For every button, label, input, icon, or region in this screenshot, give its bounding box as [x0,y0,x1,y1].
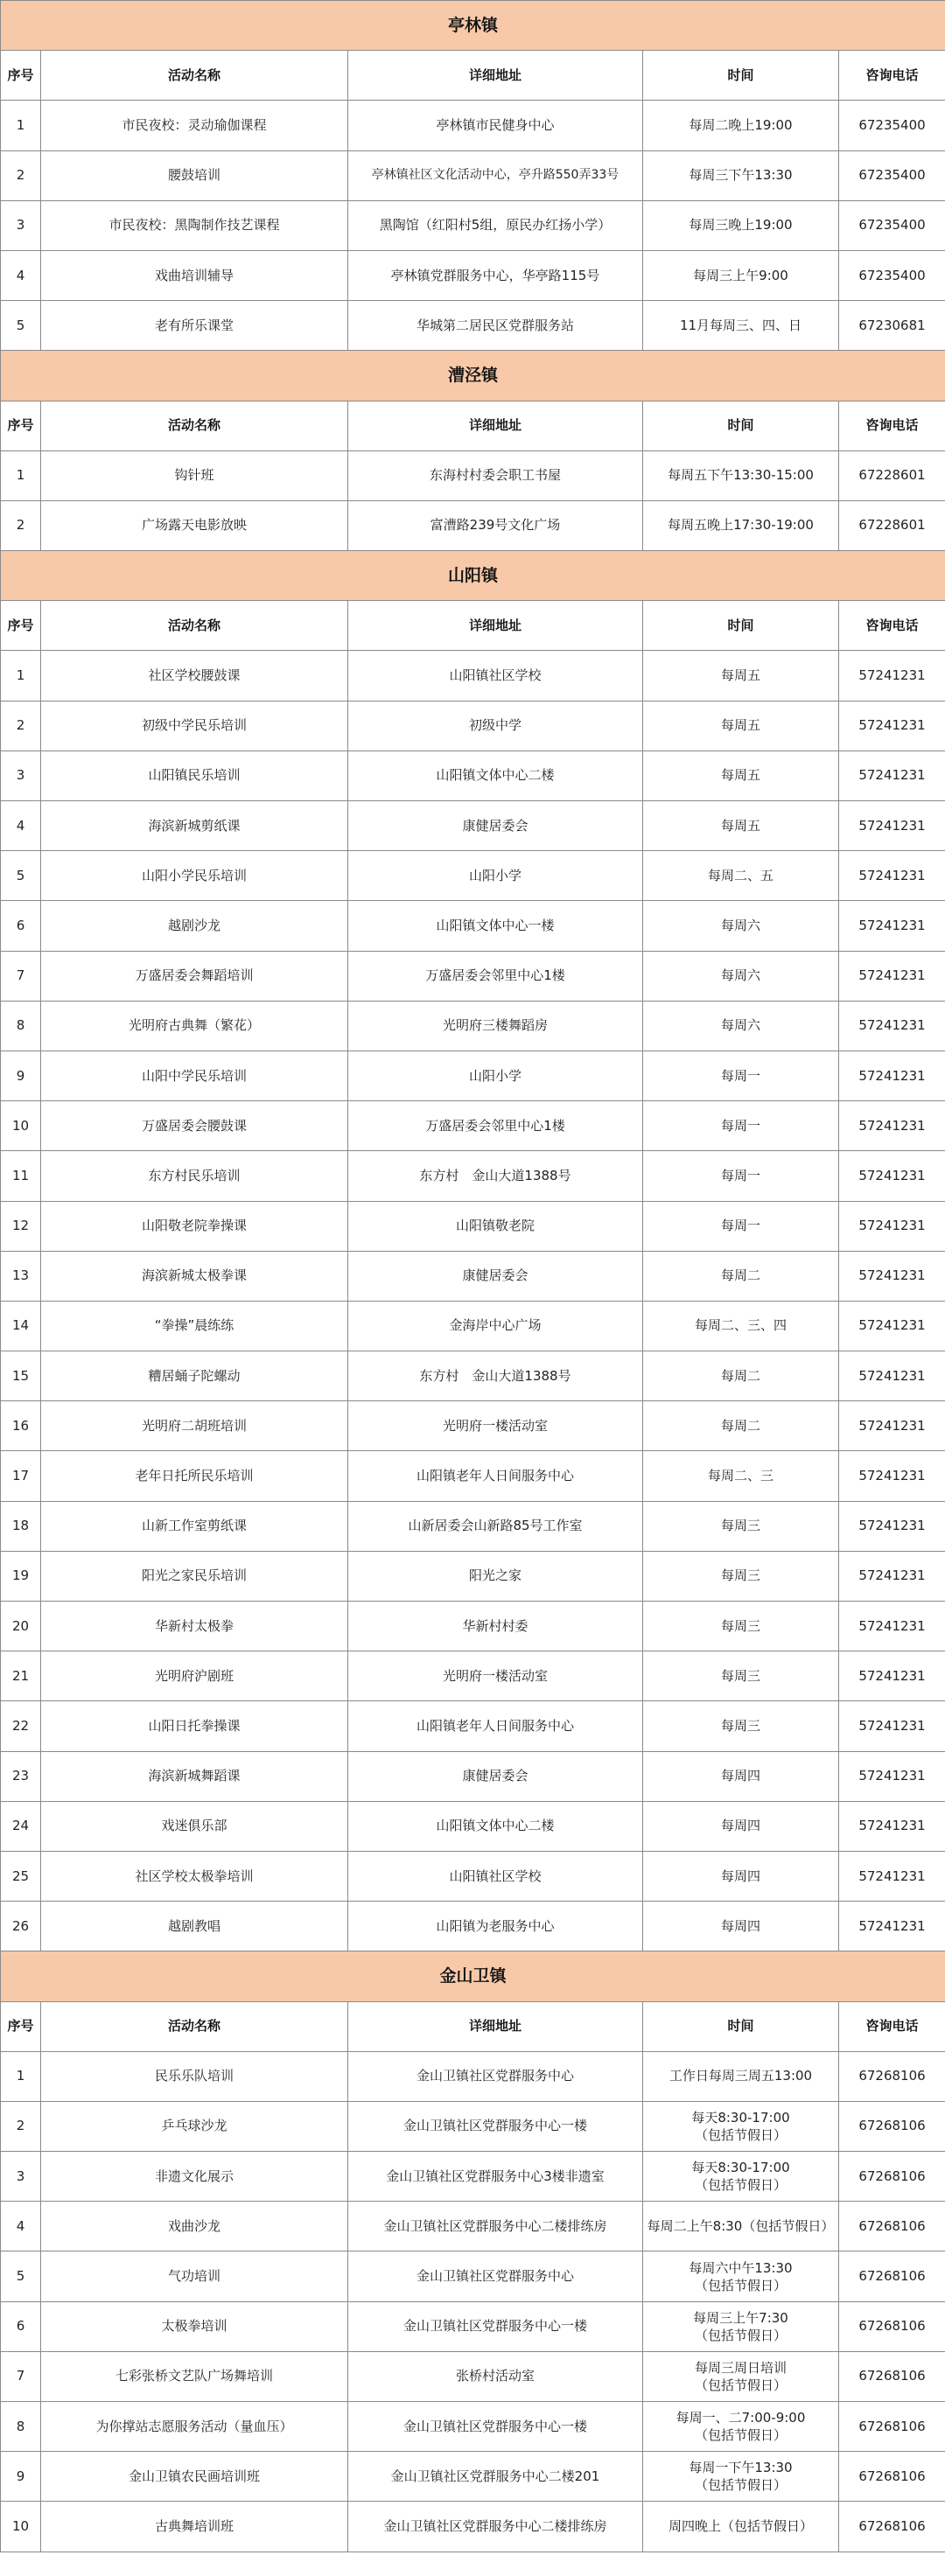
table-row [1,1251,945,1301]
table-row [1,1501,945,1551]
cell-row-number: 5 [1,301,41,351]
cell-activity-name: 光明府沪剧班 [41,1651,348,1701]
cell-time: 每周二、三 [643,1451,839,1501]
cell-activity-name: 戏曲培训辅导 [41,250,348,300]
column-header-activity-name: 活动名称 [41,601,348,651]
cell-time: 每周二、三、四 [643,1301,839,1351]
section-title: 金山卫镇 [1,1951,945,2001]
cell-row-number: 1 [1,450,41,500]
cell-time: 每周三 [643,1551,839,1601]
cell-phone: 57241231 [839,1251,945,1301]
cell-address: 山阳镇社区学校 [348,1851,643,1901]
column-header-address: 详细地址 [348,2001,643,2051]
table-row [1,2502,945,2552]
cell-address: 黑陶馆（红阳村5组，原民办红扬小学） [348,200,643,250]
cell-row-number: 3 [1,200,41,250]
cell-row-number: 18 [1,1501,41,1551]
cell-row-number: 13 [1,1251,41,1301]
cell-activity-name: 古典舞培训班 [41,2502,348,2552]
cell-address: 亭林镇社区文化活动中心，亭升路550弄33号 [348,150,643,200]
cell-phone: 67228601 [839,450,945,500]
cell-activity-name: 社区学校腰鼓课 [41,651,348,701]
cell-time: 每周一下午13:30 （包括节假日） [643,2452,839,2502]
cell-time: 每周五 [643,750,839,800]
table-row [1,1401,945,1451]
cell-phone: 67268106 [839,2452,945,2502]
cell-activity-name: 越剧沙龙 [41,901,348,951]
cell-phone: 57241231 [839,1101,945,1151]
cell-row-number: 7 [1,2351,41,2401]
cell-row-number: 5 [1,851,41,901]
cell-phone: 57241231 [839,651,945,701]
table-row [1,1902,945,1951]
cell-time: 每周六 [643,901,839,951]
table-row [1,1001,945,1051]
column-header-phone: 咨询电话 [839,2001,945,2051]
cell-row-number: 10 [1,1101,41,1151]
cell-time: 每周一 [643,1101,839,1151]
cell-phone: 57241231 [839,1902,945,1951]
cell-time: 每周五晚上17:30-19:00 [643,500,839,550]
cell-phone: 67268106 [839,2301,945,2351]
cell-address: 康健居委会 [348,1251,643,1301]
cell-row-number: 15 [1,1351,41,1401]
cell-activity-name: 戏迷俱乐部 [41,1801,348,1851]
table-row [1,2251,945,2301]
cell-address: 光明府一楼活动室 [348,1651,643,1701]
cell-phone: 57241231 [839,1351,945,1401]
cell-row-number: 7 [1,951,41,1001]
table-row [1,1101,945,1151]
section-title: 漕泾镇 [1,351,945,401]
cell-row-number: 12 [1,1201,41,1251]
cell-activity-name: 华新村太极拳 [41,1602,348,1651]
cell-time: 每周四 [643,1851,839,1901]
cell-activity-name: 非遗文化展示 [41,2152,348,2202]
cell-phone: 67268106 [839,2101,945,2151]
cell-address: 山阳镇敬老院 [348,1201,643,1251]
cell-address: 山阳镇老年人日间服务中心 [348,1701,643,1751]
column-header-row-number: 序号 [1,401,41,450]
column-header-row [1,401,945,450]
cell-activity-name: 万盛居委会舞蹈培训 [41,951,348,1001]
cell-address: 亭林镇党群服务中心，华亭路115号 [348,250,643,300]
cell-address: 东方村 金山大道1388号 [348,1351,643,1401]
table-row [1,500,945,550]
cell-phone: 67235400 [839,200,945,250]
cell-phone: 57241231 [839,1851,945,1901]
cell-activity-name: 山阳镇民乐培训 [41,750,348,800]
table-row [1,1551,945,1601]
cell-time: 11月每周三、四、日 [643,301,839,351]
cell-activity-name: 糟居蛹子陀螺动 [41,1351,348,1401]
cell-row-number: 9 [1,2452,41,2502]
table-row [1,2202,945,2251]
column-header-row-number: 序号 [1,601,41,651]
cell-address: 光明府三楼舞蹈房 [348,1001,643,1051]
cell-address: 康健居委会 [348,1751,643,1801]
cell-row-number: 3 [1,750,41,800]
table-row [1,951,945,1001]
section-header [1,351,945,401]
cell-activity-name: 市民夜校：灵动瑜伽课程 [41,101,348,150]
cell-activity-name: 初级中学民乐培训 [41,701,348,750]
cell-activity-name: 山阳中学民乐培训 [41,1051,348,1100]
table-row [1,2152,945,2202]
column-header-address: 详细地址 [348,601,643,651]
cell-activity-name: 气功培训 [41,2251,348,2301]
section-header [1,551,945,601]
cell-address: 康健居委会 [348,801,643,851]
cell-address: 山阳小学 [348,1051,643,1100]
cell-phone: 57241231 [839,1651,945,1701]
table-row [1,1701,945,1751]
cell-address: 山新居委会山新路85号工作室 [348,1501,643,1551]
cell-activity-name: 钩针班 [41,450,348,500]
column-header-activity-name: 活动名称 [41,51,348,101]
column-header-address: 详细地址 [348,401,643,450]
cell-time: 每周三 [643,1651,839,1701]
cell-activity-name: 七彩张桥文艺队广场舞培训 [41,2351,348,2401]
table-row [1,1301,945,1351]
table-row [1,701,945,750]
cell-phone: 67235400 [839,101,945,150]
cell-address: 金海岸中心广场 [348,1301,643,1351]
table-row [1,2452,945,2502]
cell-activity-name: 市民夜校：黑陶制作技艺课程 [41,200,348,250]
cell-row-number: 4 [1,250,41,300]
cell-phone: 67268106 [839,2051,945,2101]
cell-time: 每周五 [643,801,839,851]
cell-phone: 67228601 [839,500,945,550]
table-row [1,851,945,901]
cell-row-number: 5 [1,2251,41,2301]
cell-phone: 57241231 [839,750,945,800]
cell-row-number: 9 [1,1051,41,1100]
table-row [1,1801,945,1851]
cell-phone: 57241231 [839,951,945,1001]
table-row [1,1151,945,1201]
cell-activity-name: 海滨新城太极拳课 [41,1251,348,1301]
cell-phone: 57241231 [839,1401,945,1451]
table-row [1,200,945,250]
cell-row-number: 4 [1,2202,41,2251]
cell-row-number: 2 [1,701,41,750]
table-row [1,1201,945,1251]
cell-address: 金山卫镇社区党群服务中心 [348,2051,643,2101]
column-header-row [1,51,945,101]
cell-activity-name: 腰鼓培训 [41,150,348,200]
cell-phone: 57241231 [839,1701,945,1751]
cell-activity-name: 海滨新城舞蹈课 [41,1751,348,1801]
cell-phone: 67268106 [839,2402,945,2452]
column-header-time: 时间 [643,51,839,101]
section-title: 山阳镇 [1,551,945,601]
table-row [1,1751,945,1801]
table-row [1,1851,945,1901]
cell-time: 每周一、二7:00-9:00 （包括节假日） [643,2402,839,2452]
cell-activity-name: 社区学校太极拳培训 [41,1851,348,1901]
column-header-phone: 咨询电话 [839,401,945,450]
section-header [1,1951,945,2001]
cell-address: 山阳镇文体中心二楼 [348,1801,643,1851]
cell-phone: 67235400 [839,250,945,300]
cell-address: 阳光之家 [348,1551,643,1601]
cell-time: 每周六中午13:30 （包括节假日） [643,2251,839,2301]
cell-time: 每周五 [643,701,839,750]
cell-row-number: 25 [1,1851,41,1901]
cell-time: 每周三周日培训 （包括节假日） [643,2351,839,2401]
section-header [1,1,945,51]
cell-activity-name: 太极拳培训 [41,2301,348,2351]
cell-time: 每天8:30-17:00 （包括节假日） [643,2152,839,2202]
cell-row-number: 6 [1,2301,41,2351]
cell-time: 每周二上午8:30（包括节假日） [643,2202,839,2251]
cell-phone: 67268106 [839,2202,945,2251]
table-row [1,450,945,500]
cell-row-number: 1 [1,2051,41,2101]
cell-row-number: 1 [1,651,41,701]
cell-address: 华城第二居民区党群服务站 [348,301,643,351]
cell-activity-name: 东方村民乐培训 [41,1151,348,1201]
cell-activity-name: 乒乓球沙龙 [41,2101,348,2151]
cell-activity-name: 山阳日托拳操课 [41,1701,348,1751]
cell-time: 每周二 [643,1351,839,1401]
cell-address: 山阳小学 [348,851,643,901]
cell-activity-name: 老年日托所民乐培训 [41,1451,348,1501]
cell-activity-name: “拳操”晨练练 [41,1301,348,1351]
cell-address: 金山卫镇社区党群服务中心一楼 [348,2402,643,2452]
cell-phone: 57241231 [839,701,945,750]
cell-row-number: 2 [1,150,41,200]
cell-activity-name: 山阳小学民乐培训 [41,851,348,901]
cell-address: 张桥村活动室 [348,2351,643,2401]
cell-time: 每周三上午7:30 （包括节假日） [643,2301,839,2351]
cell-time: 每周四 [643,1751,839,1801]
column-header-row [1,2001,945,2051]
cell-phone: 67268106 [839,2502,945,2552]
cell-time: 每周四 [643,1902,839,1951]
cell-activity-name: 海滨新城剪纸课 [41,801,348,851]
cell-time: 每周一 [643,1151,839,1201]
cell-address: 光明府一楼活动室 [348,1401,643,1451]
table-row [1,1602,945,1651]
schedule-body [1,1,945,2552]
column-header-row-number: 序号 [1,51,41,101]
cell-phone: 67235400 [839,150,945,200]
cell-time: 每周四 [643,1801,839,1851]
cell-activity-name: 阳光之家民乐培训 [41,1551,348,1601]
cell-row-number: 19 [1,1551,41,1601]
cell-time: 每周三下午13:30 [643,150,839,200]
table-row [1,101,945,150]
cell-address: 山阳镇老年人日间服务中心 [348,1451,643,1501]
cell-time: 每周一 [643,1051,839,1100]
cell-row-number: 23 [1,1751,41,1801]
cell-row-number: 17 [1,1451,41,1501]
cell-address: 东方村 金山大道1388号 [348,1151,643,1201]
cell-time: 每周六 [643,1001,839,1051]
cell-row-number: 2 [1,2101,41,2151]
cell-time: 每周三 [643,1501,839,1551]
cell-address: 万盛居委会邻里中心1楼 [348,1101,643,1151]
cell-phone: 57241231 [839,901,945,951]
column-header-phone: 咨询电话 [839,51,945,101]
cell-row-number: 10 [1,2502,41,2552]
cell-address: 初级中学 [348,701,643,750]
table-row [1,301,945,351]
table-row [1,1351,945,1401]
cell-phone: 67268106 [839,2251,945,2301]
cell-address: 东海村村委会职工书屋 [348,450,643,500]
cell-row-number: 22 [1,1701,41,1751]
cell-time: 每周二 [643,1401,839,1451]
table-row [1,1651,945,1701]
table-row [1,651,945,701]
cell-address: 金山卫镇社区党群服务中心3楼非遗室 [348,2152,643,2202]
cell-row-number: 11 [1,1151,41,1201]
cell-phone: 67230681 [839,301,945,351]
column-header-row-number: 序号 [1,2001,41,2051]
column-header-time: 时间 [643,2001,839,2051]
cell-time: 每周五 [643,651,839,701]
cell-activity-name: 广场露天电影放映 [41,500,348,550]
cell-time: 每周三 [643,1701,839,1751]
table-row [1,901,945,951]
cell-row-number: 2 [1,500,41,550]
cell-phone: 57241231 [839,1051,945,1100]
cell-row-number: 21 [1,1651,41,1701]
column-header-phone: 咨询电话 [839,601,945,651]
table-row [1,250,945,300]
cell-phone: 57241231 [839,1201,945,1251]
cell-activity-name: 老有所乐课堂 [41,301,348,351]
cell-activity-name: 光明府古典舞（繁花） [41,1001,348,1051]
cell-activity-name: 民乐乐队培训 [41,2051,348,2101]
cell-time: 每周三晚上19:00 [643,200,839,250]
cell-time: 周四晚上（包括节假日） [643,2502,839,2552]
cell-row-number: 26 [1,1902,41,1951]
cell-time: 每周三 [643,1602,839,1651]
cell-phone: 57241231 [839,1801,945,1851]
cell-phone: 57241231 [839,1751,945,1801]
cell-time: 每周一 [643,1201,839,1251]
cell-address: 万盛居委会邻里中心1楼 [348,951,643,1001]
cell-activity-name: 山新工作室剪纸课 [41,1501,348,1551]
cell-phone: 57241231 [839,1451,945,1501]
cell-address: 金山卫镇社区党群服务中心 [348,2251,643,2301]
column-header-time: 时间 [643,401,839,450]
table-row [1,2402,945,2452]
cell-address: 山阳镇文体中心一楼 [348,901,643,951]
cell-phone: 67268106 [839,2351,945,2401]
cell-row-number: 24 [1,1801,41,1851]
cell-phone: 57241231 [839,1001,945,1051]
column-header-activity-name: 活动名称 [41,2001,348,2051]
cell-row-number: 16 [1,1401,41,1451]
cell-activity-name: 山阳敬老院拳操课 [41,1201,348,1251]
cell-row-number: 1 [1,101,41,150]
table-row [1,801,945,851]
table-row [1,1451,945,1501]
cell-activity-name: 戏曲沙龙 [41,2202,348,2251]
cell-address: 金山卫镇社区党群服务中心二楼201 [348,2452,643,2502]
cell-time: 每周三上午9:00 [643,250,839,300]
cell-activity-name: 万盛居委会腰鼓课 [41,1101,348,1151]
table-row [1,2101,945,2151]
table-row [1,2051,945,2101]
cell-address: 山阳镇文体中心二楼 [348,750,643,800]
cell-address: 金山卫镇社区党群服务中心二楼排练房 [348,2502,643,2552]
cell-phone: 57241231 [839,1501,945,1551]
column-header-row [1,601,945,651]
cell-phone: 67268106 [839,2152,945,2202]
table-row [1,2301,945,2351]
cell-row-number: 4 [1,801,41,851]
cell-row-number: 3 [1,2152,41,2202]
cell-address: 金山卫镇社区党群服务中心一楼 [348,2301,643,2351]
cell-row-number: 20 [1,1602,41,1651]
cell-row-number: 8 [1,2402,41,2452]
cell-activity-name: 金山卫镇农民画培训班 [41,2452,348,2502]
table-row [1,1051,945,1100]
cell-address: 金山卫镇社区党群服务中心二楼排练房 [348,2202,643,2251]
table-row [1,2351,945,2401]
cell-phone: 57241231 [839,1602,945,1651]
column-header-time: 时间 [643,601,839,651]
cell-phone: 57241231 [839,801,945,851]
cell-time: 每周二 [643,1251,839,1301]
column-header-activity-name: 活动名称 [41,401,348,450]
table-row [1,150,945,200]
table-row [1,750,945,800]
cell-activity-name: 光明府二胡班培训 [41,1401,348,1451]
cell-phone: 57241231 [839,1551,945,1601]
cell-phone: 57241231 [839,851,945,901]
cell-address: 山阳镇为老服务中心 [348,1902,643,1951]
cell-address: 山阳镇社区学校 [348,651,643,701]
cell-address: 华新村村委 [348,1602,643,1651]
cell-activity-name: 越剧教唱 [41,1902,348,1951]
cell-row-number: 14 [1,1301,41,1351]
cell-address: 亭林镇市民健身中心 [348,101,643,150]
cell-time: 每周六 [643,951,839,1001]
cell-phone: 57241231 [839,1151,945,1201]
section-title: 亭林镇 [1,1,945,51]
cell-time: 每天8:30-17:00 （包括节假日） [643,2101,839,2151]
cell-row-number: 6 [1,901,41,951]
cell-time: 每周五下午13:30-15:00 [643,450,839,500]
cell-address: 金山卫镇社区党群服务中心一楼 [348,2101,643,2151]
cell-activity-name: 为你撑站志愿服务活动（量血压） [41,2402,348,2452]
column-header-address: 详细地址 [348,51,643,101]
cell-time: 工作日每周三周五13:00 [643,2051,839,2101]
cell-time: 每周二、五 [643,851,839,901]
cell-phone: 57241231 [839,1301,945,1351]
cell-time: 每周二晚上19:00 [643,101,839,150]
cell-row-number: 8 [1,1001,41,1051]
cell-address: 富漕路239号文化广场 [348,500,643,550]
